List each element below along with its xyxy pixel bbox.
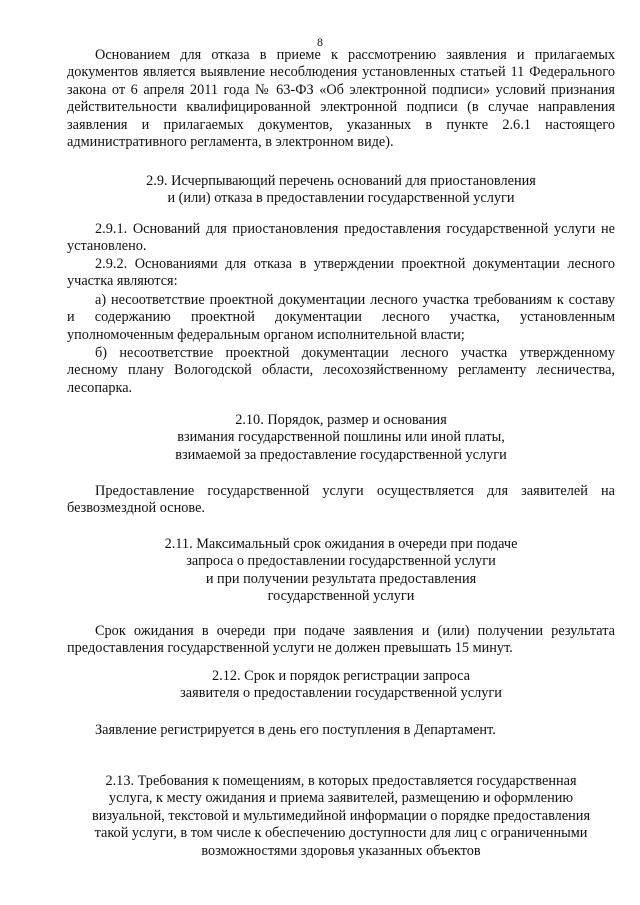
- heading-line: услуга, к месту ожидания и приема заявителей, размещению и оформлению: [108, 790, 574, 807]
- heading-line: 2.11. Максимальный срок ожидания в очереди при подаче: [164, 536, 518, 552]
- section-heading-2-9: [67, 173, 615, 208]
- section-heading-2-11: [67, 536, 615, 606]
- heading-line: 2.10. Порядок, размер и основания: [235, 412, 447, 428]
- heading-line: и при получении результата предоставления: [205, 570, 477, 587]
- heading-line: 2.9. Исчерпывающий перечень оснований для приостановления: [146, 173, 536, 189]
- paragraph-2-9-2: 2.9.2. Основаниями для отказа в утверждении проектной документации лесного участка являются:: [67, 256, 615, 290]
- section-heading-2-13: [60, 773, 622, 860]
- list-item-a: а) несоответствие проектной документации лесного участка требованиям к составу и содержанию проектной документации лесного участка, установленным уполномоченным федеральным органом исполнительной власти;: [67, 292, 615, 343]
- list-item-b: б) несоответствие проектной документации лесного участка утвержденному лесному плану Вологодской области, лесохозяйственному регламенту лесничества, лесопарка.: [67, 345, 615, 396]
- paragraph-2-9-1: 2.9.1. Оснований для приостановления предоставления государственной услуги не установлено.: [67, 221, 615, 255]
- section-heading-2-10: [67, 412, 615, 464]
- heading-line: взимаемой за предоставление государственной услуги: [175, 446, 507, 463]
- heading-line: и (или) отказа в предоставлении государственной услуги: [167, 190, 515, 207]
- heading-line: 2.13. Требования к помещениям, в которых предоставляется государственная: [105, 773, 577, 789]
- heading-line: такой услуги, в том числе к обеспечению доступности для лиц с ограниченными: [94, 825, 588, 842]
- heading-line: заявителя о предоставлении государственной услуги: [180, 685, 502, 702]
- paragraph-2-10: Предоставление государственной услуги осуществляется для заявителей на безвозмездной основе.: [67, 483, 615, 517]
- paragraph-2-11: Срок ожидания в очереди при подаче заявления и (или) получении результата предоставления государственной услуги не должен превышать 15 минут.: [67, 623, 615, 657]
- heading-line: взимания государственной пошлины или иной платы,: [177, 429, 505, 446]
- heading-line: государственной услуги: [267, 588, 415, 605]
- heading-line: визуальной, текстовой и мультимедийной информации о порядке предоставления: [91, 807, 591, 824]
- section-heading-2-12: [67, 668, 615, 703]
- paragraph-2-12: Заявление регистрируется в день его поступления в Департамент.: [95, 722, 496, 738]
- page-number: 8: [317, 35, 323, 49]
- paragraph-refusal-grounds: Основанием для отказа в приеме к рассмотрению заявления и прилагаемых документов является выявление несоблюдения установленных статьей 11 Федерального закона от 6 апреля 2011 года № 63-ФЗ «Об электронной подписи» условий признания действительности квалифицированной электронной подписи (в случае направления заявления и прилагаемых документов, указанных в пункте 2.6.1 настоящего административного регламента, в электронном виде).: [67, 47, 615, 151]
- heading-line: запроса о предоставлении государственной услуги: [186, 553, 496, 570]
- heading-line: возможностями здоровья указанных объектов: [201, 842, 481, 859]
- heading-line: 2.12. Срок и порядок регистрации запроса: [212, 668, 470, 684]
